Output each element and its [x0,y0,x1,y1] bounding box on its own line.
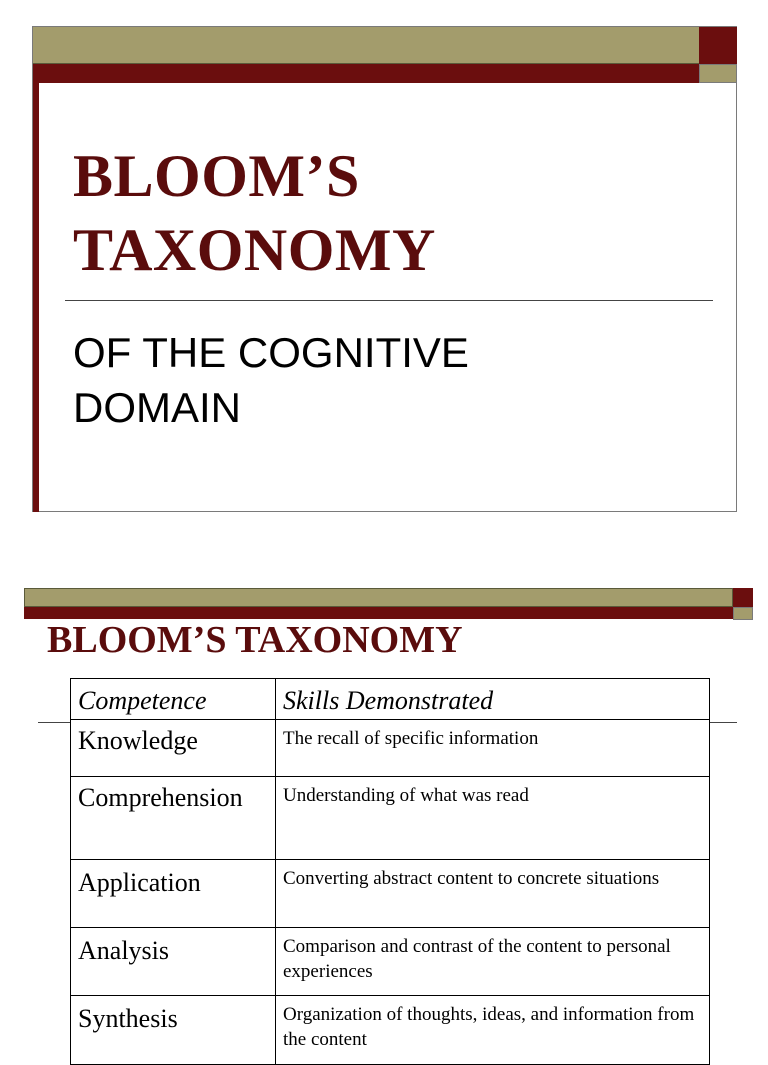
left-maroon-stripe [33,83,39,512]
header-competence: Competence [71,679,276,720]
skills-cell: Understanding of what was read [276,777,710,860]
table-row [71,777,710,860]
competence-cell: Comprehension [71,777,276,860]
slide-subtitle-line1: OF THE COGNITIVE [73,329,469,376]
header-maroon-square [733,588,753,607]
competence-cell: Synthesis [71,996,276,1065]
table-row [71,928,710,996]
title-slide [32,26,737,512]
header-olive-bar [24,588,733,607]
header-maroon-bar [33,64,699,83]
skills-cell: Organization of thoughts, ideas, and information from the content [276,996,710,1065]
table-row [71,996,710,1065]
slide-title-line1: BLOOM’S [73,143,360,209]
header-skills: Skills Demonstrated [276,679,710,720]
table-row [71,860,710,928]
header-olive-bar [33,27,699,64]
header-olive-square [699,64,737,83]
slide-title-line2: TAXONOMY [73,217,436,283]
slide-subtitle-line2: DOMAIN [73,384,241,431]
skills-cell: Comparison and contrast of the content to personal experiences [276,928,710,996]
taxonomy-table [70,678,710,1065]
skills-cell: The recall of specific information [276,720,710,777]
competence-cell: Application [71,860,276,928]
table-header-row [71,679,710,720]
header-maroon-square [699,27,737,64]
slide-title [73,139,693,287]
skills-cell: Converting abstract content to concrete situations [276,860,710,928]
table-row [71,720,710,777]
slide-subtitle [73,325,693,435]
slide-title: BLOOM’S TAXONOMY [47,619,463,661]
title-divider [65,300,713,301]
competence-cell: Analysis [71,928,276,996]
table-slide [24,588,754,1050]
competence-cell: Knowledge [71,720,276,777]
